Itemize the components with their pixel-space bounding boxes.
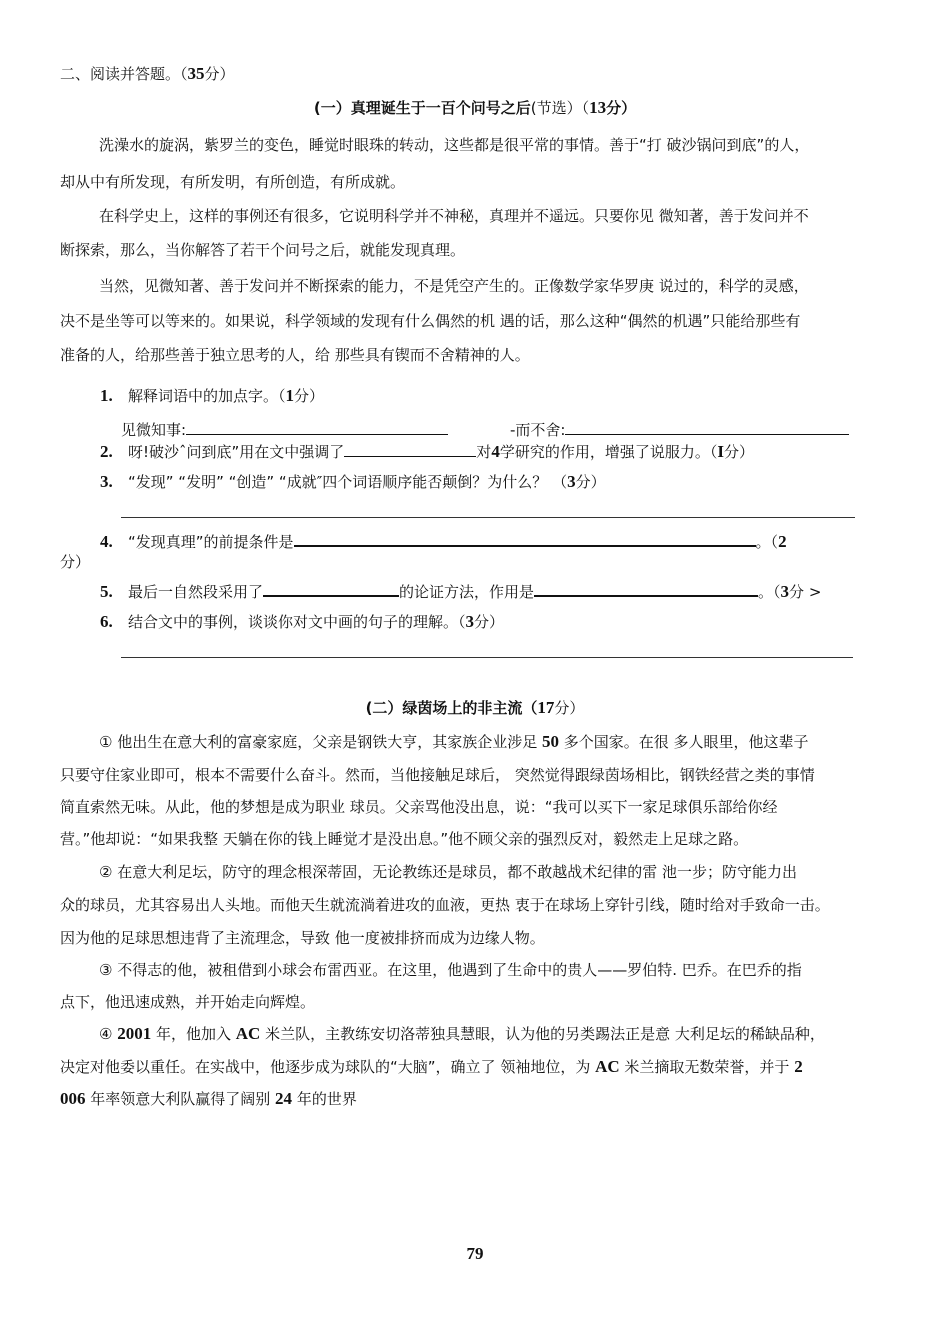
question-4-end: 分） [60,553,91,571]
question-3: 3. “发现” “发明” “创造” “成就″四个词语顺序能否颠倒？为什么？ （3分） [100,472,606,491]
passage2-paragraph-line: ② 在意大利足坛，防守的理念根深蒂固，无论教练还是球员，都不敢越战术纪律的雷 池一步；防守能力出 [99,863,797,881]
passage1-paragraph-line: 断探索，那么，当你解答了若干个问号之后，就能发现真理。 [60,241,466,259]
question-1: 1. 解释词语中的加点字。（1分） [100,386,325,405]
passage1-paragraph-line: 却从中有所发现，有所发明，有所创造，有所成就。 [60,173,406,191]
passage1-paragraph-line: 决不是坐等可以等来的。如果说，科学领域的发现有什么偶然的机 遇的话，那么这种“偶然的机遇”只能给那些有 [60,312,801,330]
answer-blank[interactable] [344,441,476,457]
question-6: 6. 结合文中的事例，谈谈你对文中画的句子的理解。（3分） [100,612,505,631]
passage2-paragraph-line: ③ 不得志的他，被租借到小球会布雷西亚。在这里，他遇到了生命中的贵人——罗伯特. 巴乔。在巴乔的指 [99,961,802,979]
answer-blank[interactable] [263,580,399,597]
passage1-paragraph-line: 在科学史上，这样的事例还有很多，它说明科学并不神秘，真理并不遥远。只要你见 微知著，善于发问并不 [99,207,809,225]
page-number: 79 [466,1244,484,1263]
answer-line[interactable] [121,517,855,518]
answer-blank[interactable] [294,530,756,547]
passage1-paragraph-line: 准备的人，给那些善于独立思考的人，给 那些具有锲而不舍精神的人。 [60,346,530,364]
question-2: 2. 呀!破沙ˆ问到底”用在文中强调了 对4学研究的作用，增强了说服力。（I分） [100,442,754,461]
passage2-paragraph-line: 006 年率领意大利队赢得了阔别 24 年的世界 [60,1089,357,1108]
question-4: 4. “发现真理”的前提条件是 。（2 [100,532,787,551]
passage2-paragraph-line: 简直索然无味。从此，他的梦想是成为职业 球员。父亲骂他没出息，说：“我可以买下一家足球俱乐部给你经 [60,798,778,816]
question-1-sub-b: -而不舍: [510,419,849,440]
passage2-paragraph-line: 只要守住家业即可，根本不需要什么奋斗。然而，当他接触足球后， 突然觉得跟绿茵场相比，钢铁经营之类的事情 [60,766,815,784]
answer-blank[interactable] [534,580,758,597]
answer-blank[interactable] [186,419,448,435]
passage2-paragraph-line: 决定对他委以重任。在实战中，他逐步成为球队的“大脑”，确立了 领袖地位，为 AC 米兰摘取无数荣誉，并于 2 [60,1057,803,1076]
question-1-sub-a: 见微知事: [121,419,448,440]
passage2-paragraph-line: 众的球员，尤其容易出人头地。而他天生就流淌着进攻的血液，更热 衷于在球场上穿针引线，随时给对手致命一击。 [60,896,830,914]
answer-blank[interactable] [565,419,849,435]
passage1-title: (一）真理诞生于一百个问号之后(节选）（13分） [313,98,637,117]
passage2-paragraph-line: ④ 2001 年，他加入 AC 米兰队，主教练安切洛蒂独具慧眼，认为他的另类踢法正是意 大利足坛的稀缺品种， [99,1024,825,1043]
passage2-paragraph-line: 营。”他却说：“如果我整 天躺在你的钱上睡觉才是没出息。”他不顾父亲的强烈反对，毅然走上足球之路。 [60,830,749,848]
question-5: 5. 最后一自然段采用了 的论证方法，作用是 。（3分 > [100,582,822,601]
answer-line[interactable] [121,657,853,658]
passage1-paragraph-line: 当然，见微知著、善于发问并不断探索的能力，不是凭空产生的。正像数学家华罗庚 说过的，科学的灵感， [99,277,809,295]
passage2-paragraph-line: 点下，他迅速成熟，并开始走向辉煌。 [60,993,316,1011]
section-heading: 二、阅读并答题。（35分） [60,64,235,83]
passage2-paragraph-line: 因为他的足球思想违背了主流理念，导致 他一度被排挤而成为边缘人物。 [60,929,545,947]
passage2-paragraph-line: ① 他出生在意大利的富豪家庭，父亲是钢铁大亨，其家族企业涉足 50 多个国家。在很 多人眼里，他这辈子 [99,732,809,751]
passage1-paragraph-line: 洗澡水的旋涡，紫罗兰的变色，睡觉时眼珠的转动，这些都是很平常的事情。善于“打 破沙锅问到底”的人， [99,136,810,154]
passage2-title: (二）绿茵场上的非主流（17分） [365,698,585,717]
